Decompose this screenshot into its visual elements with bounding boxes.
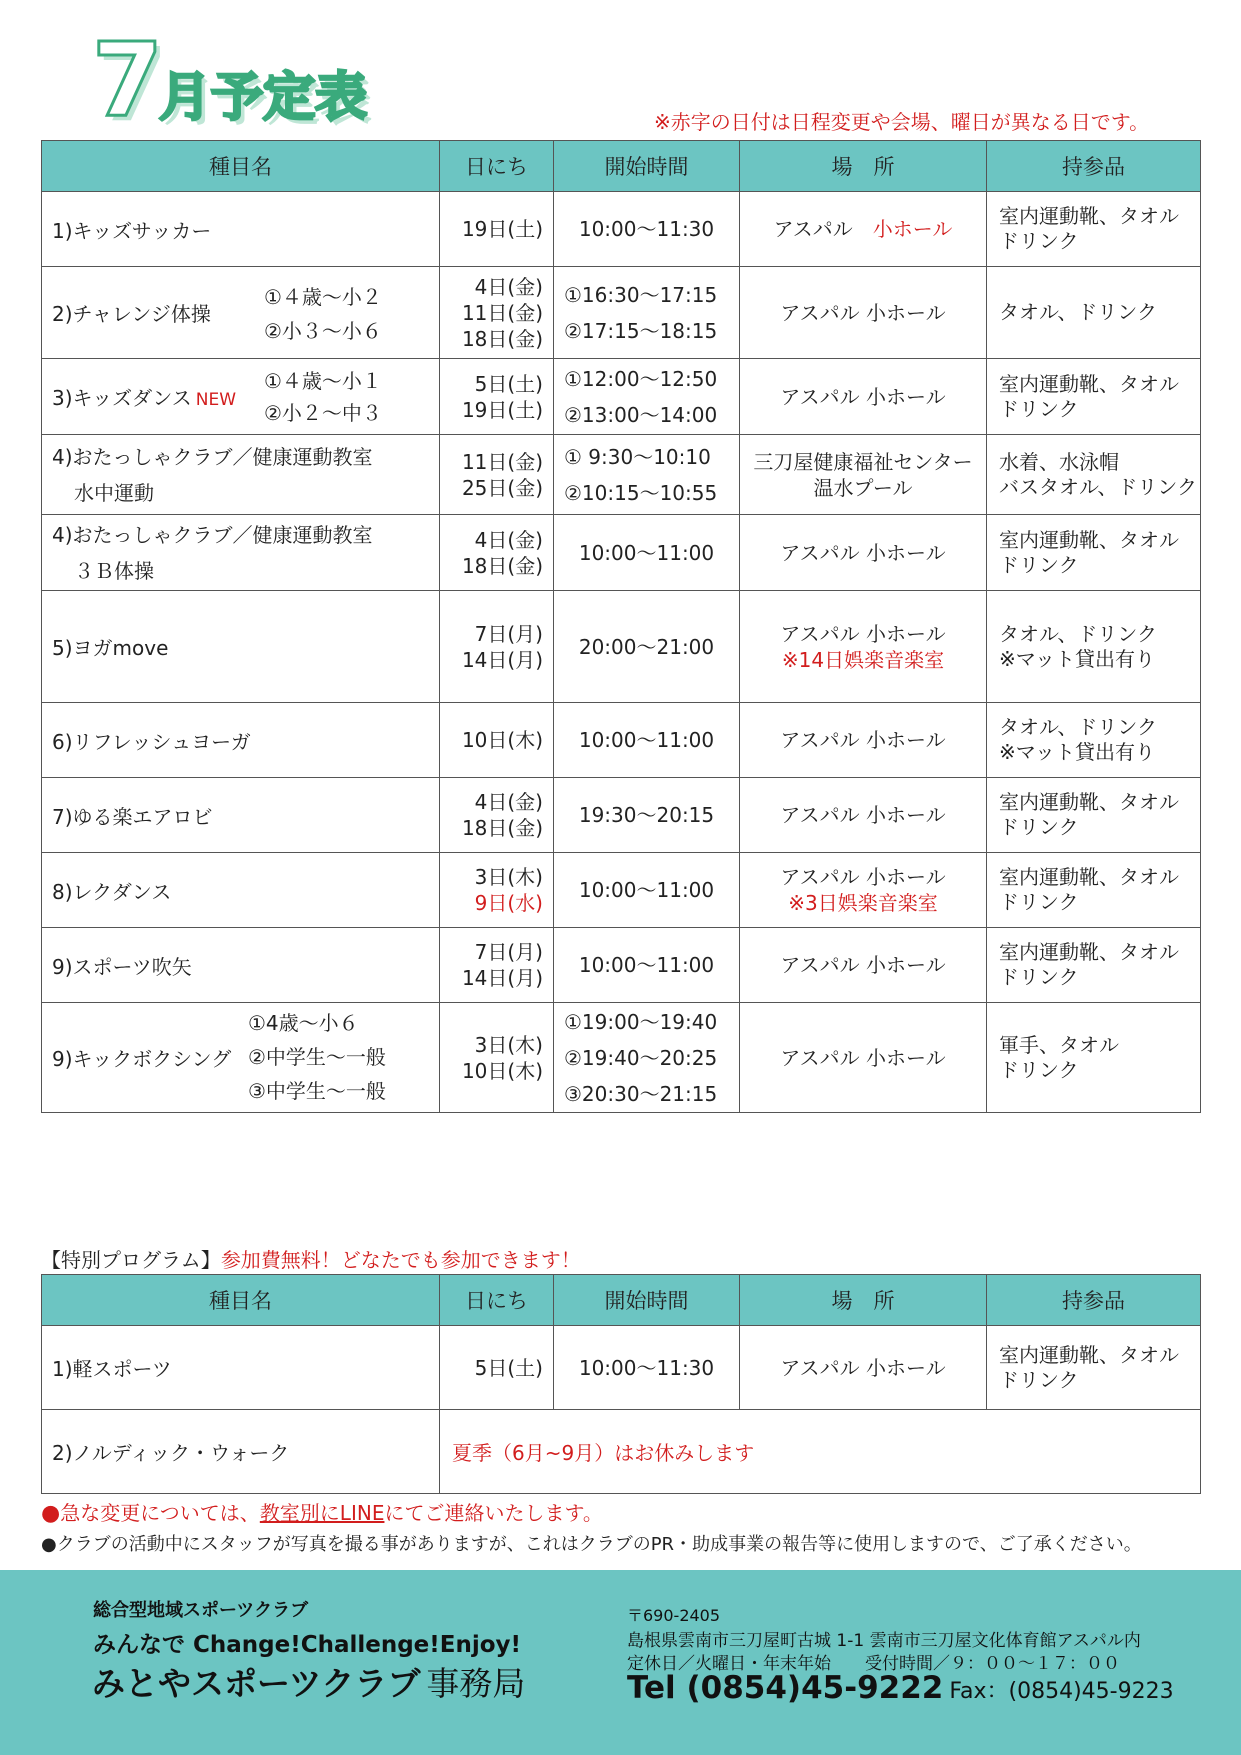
items-line: ドリンク — [999, 815, 1079, 839]
items-cell — [987, 267, 1201, 359]
time-cell — [554, 359, 740, 435]
items-cell — [987, 591, 1201, 703]
items-cell — [987, 1326, 1201, 1410]
items-cell — [987, 435, 1201, 515]
place-line: アスパル 小ホール — [780, 1045, 946, 1070]
event-name-cell — [42, 192, 440, 267]
items-cell — [987, 928, 1201, 1003]
table-row — [42, 703, 1201, 778]
slogan: みんなで Change!Challenge!Enjoy! — [93, 1632, 522, 1658]
dates-line: 18日(金) — [461, 816, 543, 840]
place-cell — [740, 928, 987, 1003]
dates-line: 5日(土) — [474, 371, 543, 396]
age-group: ②中学生～一般 — [248, 1045, 386, 1069]
times-line: ①19:00～19:40 — [564, 1009, 718, 1034]
event-name-cell — [42, 515, 440, 591]
items-line: ドリンク — [999, 890, 1079, 914]
event-name-cell — [42, 1003, 440, 1113]
times-line: ②19:40～20:25 — [564, 1045, 718, 1070]
org-type: 総合型地域スポーツクラブ — [93, 1600, 309, 1621]
times-line: 10:00～11:30 — [578, 1355, 715, 1380]
age-group: ③中学生～一般 — [248, 1079, 386, 1103]
times-line: ③20:30～21:15 — [564, 1081, 718, 1106]
column-header: 場 所 — [740, 1275, 987, 1326]
place-cell — [740, 1326, 987, 1410]
items-line: タオル、ドリンク — [999, 621, 1157, 646]
column-header: 日にち — [440, 141, 554, 192]
column-header: 日にち — [440, 1275, 554, 1326]
column-header: 開始時間 — [554, 141, 740, 192]
place-text: アスパル — [773, 217, 853, 241]
place-line: アスパル 小ホール — [780, 300, 946, 325]
items-line: ドリンク — [999, 1367, 1079, 1392]
times-line: 10:00～11:00 — [578, 953, 715, 977]
table-row — [42, 359, 1201, 435]
items-line: 室内運動靴、タオル — [999, 371, 1179, 396]
dates-cell — [440, 515, 554, 591]
items-line: 軍手、タオル — [999, 1032, 1119, 1057]
change-notice: ●急な変更については、教室別にLINEにてご連絡いたします。 — [41, 1501, 603, 1526]
table-row — [42, 853, 1201, 928]
column-header: 開始時間 — [554, 1275, 740, 1326]
column-header: 持参品 — [987, 141, 1201, 192]
dates-cell — [440, 591, 554, 703]
event-name: 1)キッズサッカー — [52, 218, 212, 243]
column-header: 場 所 — [740, 141, 987, 192]
event-name-cell — [42, 1326, 440, 1410]
table-row — [42, 1410, 1201, 1494]
place-cell — [740, 267, 987, 359]
items-line: 室内運動靴、タオル — [999, 790, 1179, 814]
phone-number: Tel (0854)45-9222 Fax：(0854)45-9223 — [627, 1670, 1174, 1706]
dates-line: 3日(木) — [474, 1032, 543, 1057]
dates-cell — [440, 928, 554, 1003]
items-cell — [987, 703, 1201, 778]
items-cell — [987, 515, 1201, 591]
times-line: ①12:00～12:50 — [564, 366, 718, 391]
event-name: 8)レクダンス — [52, 879, 172, 904]
items-line: ドリンク — [999, 965, 1079, 989]
age-groups — [42, 267, 439, 358]
event-name-cell — [42, 778, 440, 853]
table-row — [42, 515, 1201, 591]
table-row — [42, 778, 1201, 853]
times-line: 10:00～11:00 — [578, 540, 715, 565]
age-group: ①４歳～小２ — [264, 285, 382, 309]
place-cell — [740, 515, 987, 591]
items-cell — [987, 1003, 1201, 1113]
place-cell — [740, 1003, 987, 1113]
table-row — [42, 1003, 1201, 1113]
times-line: 20:00～21:00 — [578, 634, 715, 659]
event-name-cell — [42, 359, 440, 435]
new-badge: NEW — [195, 390, 237, 410]
dates-line: 4日(金) — [474, 790, 543, 814]
event-name-cell — [42, 703, 440, 778]
column-header: 種目名 — [42, 141, 440, 192]
place-note: ※3日娯楽音楽室 — [788, 891, 938, 915]
column-header: 持参品 — [987, 1275, 1201, 1326]
dates-cell — [440, 359, 554, 435]
place-cell — [740, 591, 987, 703]
dates-line: 14日(月) — [461, 966, 543, 990]
table-row — [42, 1326, 1201, 1410]
office-hours: 定休日／火曜日・年末年始 受付時間／９：００～１７：００ — [627, 1654, 1120, 1674]
notice-text: ※赤字の日付は日程変更や会場、曜日が異なる日です。 — [654, 110, 1150, 134]
special-program-heading: 【特別プログラム】参加費無料！どなたでも参加できます！ — [41, 1248, 581, 1272]
items-line: ※マット貸出有り — [999, 740, 1155, 764]
place-cell — [740, 778, 987, 853]
time-cell — [554, 1326, 740, 1410]
items-line: 室内運動靴、タオル — [999, 204, 1179, 228]
items-line: 室内運動靴、タオル — [999, 940, 1179, 964]
place-line: アスパル 小ホール — [780, 728, 946, 752]
place-red: 小ホール — [872, 217, 953, 241]
age-groups — [42, 359, 439, 434]
times-line: ②13:00～14:00 — [564, 402, 718, 427]
time-cell — [554, 591, 740, 703]
times-line: 10:00～11:00 — [578, 878, 715, 902]
dates-line: 10日(木) — [461, 1058, 543, 1083]
dates-line: 25日(金) — [461, 475, 543, 500]
event-name: 5)ヨガmove — [52, 636, 169, 660]
event-subname: ３Ｂ体操 — [74, 558, 154, 583]
table-row — [42, 435, 1201, 515]
dates-line: 10日(木) — [461, 728, 543, 752]
place-line: アスパル 小ホール — [780, 803, 946, 827]
red-dot-icon: ● — [41, 1501, 61, 1526]
event-name: 9)スポーツ吹矢 — [52, 954, 192, 979]
dates-line: 18日(金) — [461, 553, 543, 578]
age-group: ①４歳～小１ — [264, 369, 382, 393]
table-row — [42, 267, 1201, 359]
table-row — [42, 192, 1201, 267]
header-row — [42, 141, 1201, 192]
dates-line: 4日(金) — [474, 527, 543, 552]
dates-line: 5日(土) — [474, 1355, 543, 1380]
items-line: ドリンク — [999, 552, 1079, 577]
times-line: 10:00～11:00 — [578, 728, 715, 752]
fax-number: Fax：(0854)45-9223 — [949, 1679, 1174, 1704]
place-line: アスパル 小ホール — [780, 621, 946, 646]
dates-cell — [440, 778, 554, 853]
place-line: 三刀屋健康福祉センター — [753, 449, 973, 474]
place-cell — [740, 435, 987, 515]
place-line: アスパル 小ホール — [780, 865, 946, 889]
event-subname: 水中運動 — [74, 480, 154, 505]
items-line: ドリンク — [999, 396, 1079, 421]
header-row — [42, 1275, 1201, 1326]
page-title: 7月予定表 — [92, 21, 367, 140]
age-group: ②小２～中３ — [264, 401, 382, 425]
dates-line: 19日(土) — [461, 397, 543, 422]
times-line: 19:30～20:15 — [578, 803, 715, 827]
time-cell — [554, 515, 740, 591]
time-cell — [554, 853, 740, 928]
event-name: 4)おたっしゃクラブ／健康運動教室 — [52, 444, 373, 469]
time-cell — [554, 435, 740, 515]
dates-line: 18日(金) — [461, 326, 543, 351]
items-cell — [987, 853, 1201, 928]
time-cell — [554, 703, 740, 778]
age-groups — [42, 1003, 439, 1112]
place-line: アスパル 小ホール — [780, 384, 946, 409]
time-cell — [554, 1003, 740, 1113]
place-note: ※14日娯楽音楽室 — [781, 647, 945, 672]
dates-line: 19日(土) — [461, 217, 543, 241]
dates-cell — [440, 703, 554, 778]
place-cell — [740, 359, 987, 435]
time-cell — [554, 192, 740, 267]
items-line: ※マット貸出有り — [999, 646, 1155, 671]
special-table — [41, 1274, 1201, 1494]
event-name-cell — [42, 435, 440, 515]
dates-line: 9日(水) — [474, 891, 543, 915]
dates-cell — [440, 1003, 554, 1113]
place-line: アスパル 小ホール — [780, 1355, 946, 1380]
event-name-cell — [42, 591, 440, 703]
event-name: 2)チャレンジ体操 — [52, 302, 211, 326]
times-line: ②17:15～18:15 — [564, 318, 718, 343]
place-cell — [740, 703, 987, 778]
items-line: 室内運動靴、タオル — [999, 527, 1179, 552]
items-line: タオル、ドリンク — [999, 715, 1157, 739]
column-header: 種目名 — [42, 1275, 440, 1326]
event-name: 6)リフレッシュヨーガ — [52, 729, 251, 754]
time-cell — [554, 928, 740, 1003]
event-name-cell — [42, 1410, 440, 1494]
table-row — [42, 928, 1201, 1003]
dates-line: 4日(金) — [474, 274, 543, 299]
event-name: 7)ゆる楽エアロビ — [52, 804, 213, 829]
items-line: ドリンク — [999, 1057, 1079, 1082]
place-line: 温水プール — [813, 475, 913, 500]
zip-code: 〒690-2405 — [627, 1606, 721, 1625]
items-line: 室内運動靴、タオル — [999, 865, 1179, 889]
dates-cell — [440, 435, 554, 515]
dates-cell — [440, 192, 554, 267]
age-group: ①4歳～小６ — [248, 1011, 359, 1035]
dates-line: 7日(月) — [474, 621, 543, 646]
event-name-cell — [42, 853, 440, 928]
items-line: 室内運動靴、タオル — [999, 1342, 1179, 1367]
age-group: ②小３～小６ — [264, 319, 382, 343]
dates-line: 14日(月) — [461, 647, 543, 672]
items-cell — [987, 778, 1201, 853]
schedule-table — [41, 140, 1201, 1113]
place-cell — [740, 192, 987, 267]
items-cell — [987, 192, 1201, 267]
footer-banner — [0, 1570, 1241, 1755]
dates-line: 3日(木) — [474, 865, 543, 889]
place-cell — [740, 853, 987, 928]
dates-line: 11日(金) — [461, 449, 543, 474]
photo-notice: ●クラブの活動中にスタッフが写真を撮る事がありますが、これはクラブのPR・助成事業の報告等に使用しますので、ご了承ください。 — [41, 1534, 1142, 1555]
event-name-cell — [42, 928, 440, 1003]
items-line: タオル、ドリンク — [999, 300, 1157, 324]
items-cell — [987, 359, 1201, 435]
event-name: 2)ノルディック・ウォーク — [52, 1441, 290, 1465]
items-line: バスタオル、ドリンク — [999, 474, 1197, 499]
table-row — [42, 591, 1201, 703]
times-line: ②10:15～10:55 — [564, 480, 718, 505]
closed-note: 夏季（6月~9月）はお休みします — [440, 1410, 1201, 1494]
time-cell — [554, 778, 740, 853]
dates-line: 7日(月) — [474, 940, 543, 964]
dates-cell — [440, 267, 554, 359]
dates-line: 11日(金) — [461, 300, 543, 325]
place-line: アスパル 小ホール — [780, 953, 946, 977]
times-line: 10:00～11:30 — [578, 217, 715, 241]
event-name: 3)キッズダンス — [52, 386, 192, 410]
times-line: ① 9:30～10:10 — [564, 444, 711, 469]
address: 島根県雲南市三刀屋町古城 1-1 雲南市三刀屋文化体育館アスパル内 — [627, 1631, 1141, 1651]
event-name-cell — [42, 267, 440, 359]
times-line: ①16:30～17:15 — [564, 282, 718, 307]
event-name: 4)おたっしゃクラブ／健康運動教室 — [52, 522, 373, 547]
items-line: ドリンク — [999, 229, 1079, 253]
org-name: みとやスポーツクラブ 事務局 — [92, 1664, 526, 1703]
place-line: アスパル 小ホール — [780, 540, 946, 565]
dates-cell — [440, 1326, 554, 1410]
time-cell — [554, 267, 740, 359]
event-name: 1)軽スポーツ — [52, 1357, 172, 1381]
event-name: 9)キックボクシング — [52, 1047, 232, 1071]
place-line — [740, 216, 986, 242]
items-line: 水着、水泳帽 — [999, 449, 1119, 474]
dates-cell — [440, 853, 554, 928]
